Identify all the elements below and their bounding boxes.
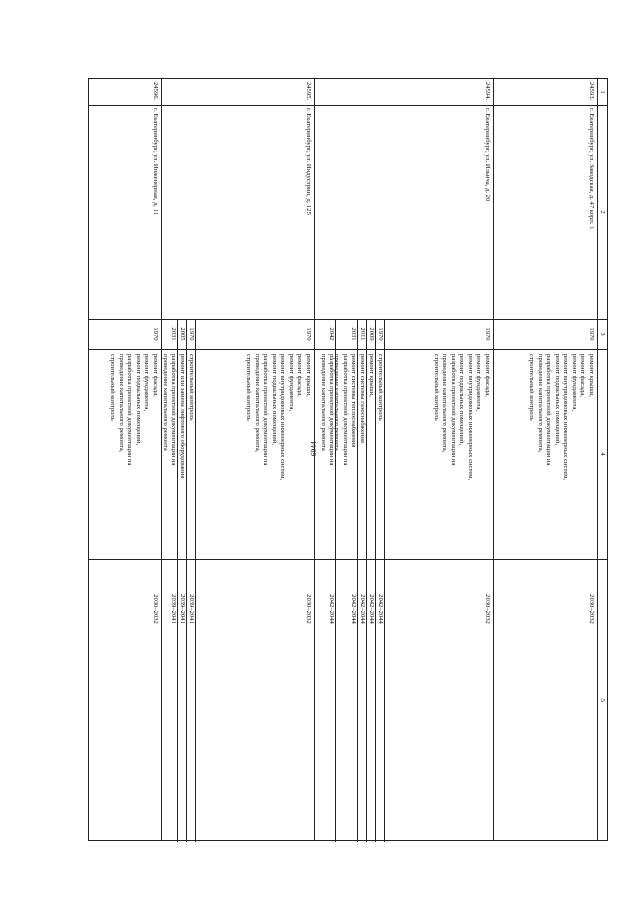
row-work-line: ремонт фасада,	[484, 354, 491, 397]
row-address: г. Екатеринбург, ул. Заводская, д. 47 корп. 1	[588, 108, 595, 230]
rotated-table-frame	[88, 78, 608, 841]
row-work-line: ремонт крыши,	[588, 354, 595, 397]
row-work-line: ремонт подвальных помещений,	[135, 354, 142, 445]
row-work-line: ремонт внутридомовых инженерных систем,	[562, 354, 570, 481]
row-work-line: проведение капитального ремонта,	[118, 354, 125, 453]
sub-row-period: 2039–2041	[179, 594, 187, 624]
row-year: 1970	[484, 327, 491, 341]
row-address: г. Екатеринбург, ул. Индустрии, д. 125	[305, 108, 312, 215]
sub-row-work-line: строительный контроль	[188, 354, 196, 421]
sub-row-work-line: разработка проектной документации на	[342, 354, 349, 466]
header-col-1: 1	[599, 90, 606, 94]
sub-row-period: 2039–2041	[188, 594, 196, 624]
row-work-line: ремонт фасада,	[579, 354, 587, 397]
row-work-line: строительный контроль	[109, 354, 117, 421]
sub-row-period: 2042–2044	[359, 594, 367, 624]
sub-row-year: 2009	[368, 327, 376, 341]
sub-row-year: 1970	[188, 327, 196, 341]
sub-row-year: 2042	[328, 327, 336, 341]
row-work-line: ремонт подвальных помещений,	[271, 354, 278, 445]
row-work-line: разработка проектной документации на	[262, 354, 270, 466]
row-number: 24593.	[588, 82, 595, 101]
table-row	[162, 79, 315, 840]
row-work-line: строительный контроль	[528, 354, 536, 421]
sub-row-work-line: ремонт системы теплоснабжения	[350, 354, 358, 448]
row-address: г. Екатеринбург, ул. Инженерная, д. 11	[152, 108, 159, 216]
sub-row-work-line: ремонт крыши,	[368, 354, 376, 397]
row-work-line: строительный контроль	[245, 354, 253, 421]
header-col-4: 4	[599, 452, 606, 456]
row-year: 1970	[152, 327, 159, 341]
sub-row-period: 2042–2044	[350, 594, 358, 624]
sub-row-period: 2042–2044	[377, 594, 385, 624]
row-work-line: ремонт фундамента,	[571, 354, 578, 412]
sub-row-period: 2042–2044	[328, 594, 336, 624]
row-work-line: ремонт фундамента,	[143, 354, 151, 412]
row-work-line: разработка проектной документации на	[126, 354, 134, 466]
row-year: 1970	[305, 327, 312, 341]
sub-row-work-line: проведение капитального ремонта	[320, 354, 327, 451]
table-row	[494, 79, 597, 840]
header-col-2: 2	[599, 210, 606, 214]
sub-row-year: 1970	[377, 327, 385, 341]
table-header	[597, 79, 607, 840]
row-work-line: ремонт подвальных помещений,	[458, 354, 466, 445]
table-row	[315, 79, 494, 840]
row-number: 24596.	[152, 82, 159, 101]
sub-row-work-line: разработка проектной документации на	[328, 354, 336, 466]
row-period: 2030–2032	[484, 594, 491, 624]
row-work-line: разработка проектной документации на	[545, 354, 553, 466]
row-period: 2030–2032	[152, 594, 159, 624]
row-year: 1970	[588, 327, 595, 341]
sub-row-work-line: строительный контроль	[377, 354, 385, 421]
row-work-line: ремонт фундамента,	[475, 354, 483, 412]
sub-row-work-line: проведение капитального ремонта	[333, 354, 341, 451]
sub-row-work-line: проведение капитального ремонта	[162, 354, 169, 451]
row-work-line: проведение капитального ремонта,	[441, 354, 449, 453]
row-period: 2030–2032	[588, 594, 595, 624]
sub-row-work-line: ремонт или замена лифтового оборудования	[179, 354, 187, 479]
row-work-line: ремонт фундамента,	[288, 354, 295, 412]
header-col-5: 5	[599, 698, 606, 703]
table-row	[69, 79, 162, 840]
row-work-line: разработка проектной документации на	[450, 354, 457, 466]
sub-row-year: 2005	[179, 327, 187, 341]
row-work-line: ремонт крыши,	[305, 354, 312, 397]
sub-row-year: 2011	[359, 327, 367, 341]
row-work-line: ремонт внутридомовых инженерных систем,	[279, 354, 287, 481]
sub-row-year: 2031	[170, 327, 178, 341]
row-period: 2030–2032	[305, 594, 312, 624]
row-number: 24594.	[484, 82, 491, 101]
capital-repair-table	[88, 78, 608, 841]
row-work-line: ремонт внутридомовых инженерных систем,	[467, 354, 474, 481]
row-work-line: проведение капитального ремонта,	[537, 354, 544, 453]
header-col-3: 3	[599, 332, 606, 336]
sub-row-work-line: ремонт системы газоснабжения	[359, 354, 367, 443]
row-address: г. Екатеринбург, ул. Ильича, д. 20	[484, 108, 491, 202]
sub-row-period: 2039–2041	[170, 594, 178, 624]
row-work-line: ремонт фасада,	[296, 354, 304, 397]
page-number: 6944	[308, 441, 318, 457]
sub-row-work-line: разработка проектной документации на	[170, 354, 178, 466]
row-work-line: проведение капитального ремонта,	[254, 354, 261, 453]
sub-row-year: 2031	[350, 327, 358, 341]
sub-row-period: 2042–2044	[368, 594, 376, 624]
row-work-line: строительный контроль	[433, 354, 440, 421]
row-work-line: ремонт подвальных помещений,	[554, 354, 561, 445]
row-work-line: ремонт фасада,	[152, 354, 159, 397]
row-number: 24595.	[305, 82, 312, 101]
